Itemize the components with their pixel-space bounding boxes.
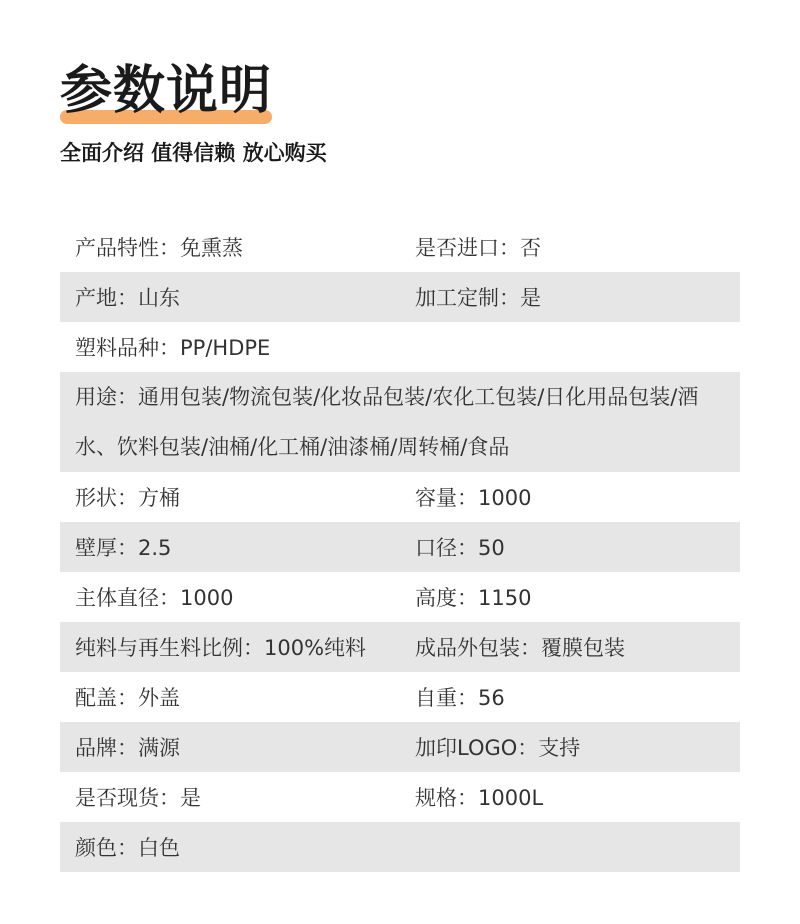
page-title: 参数说明 xyxy=(60,61,273,121)
spec-cell-color: 颜色：白色 xyxy=(75,836,180,860)
spec-cell-capacity: 容量：1000 xyxy=(415,486,532,510)
page-subtitle: 全面介绍 值得信赖 放心购买 xyxy=(60,141,327,165)
spec-cell-origin: 产地：山东 xyxy=(75,286,180,310)
spec-row-lid xyxy=(60,672,740,722)
spec-row-plastic xyxy=(60,322,740,372)
spec-row-wall xyxy=(60,522,740,572)
spec-row-features xyxy=(60,222,740,272)
spec-cell-caliber: 口径：50 xyxy=(415,536,505,560)
spec-cell-plastic-type: 塑料品种：PP/HDPE xyxy=(75,336,271,360)
header xyxy=(60,56,327,168)
spec-cell-body-diameter: 主体直径：1000 xyxy=(75,586,234,610)
spec-cell-shape: 形状：方桶 xyxy=(75,486,180,510)
spec-cell-logo-printing: 加印LOGO：支持 xyxy=(415,736,581,760)
spec-row-color xyxy=(60,822,740,872)
spec-cell-weight: 自重：56 xyxy=(415,686,505,710)
spec-cell-material-ratio: 纯料与再生料比例：100%纯料 xyxy=(75,636,367,660)
spec-cell-usage: 用途：通用包装/物流包装/化妆品包装/农化工包装/日化用品包装/酒水、饮料包装/油桶/化工桶/油漆桶/周转桶/食品 xyxy=(75,385,699,459)
spec-row-diameter xyxy=(60,572,740,622)
spec-row-brand xyxy=(60,722,740,772)
spec-cell-height: 高度：1150 xyxy=(415,586,532,610)
spec-cell-lid: 配盖：外盖 xyxy=(75,686,180,710)
spec-cell-outer-packaging: 成品外包装：覆膜包装 xyxy=(415,636,625,660)
spec-row-origin xyxy=(60,272,740,322)
spec-row-shape xyxy=(60,472,740,522)
spec-row-material-ratio xyxy=(60,622,740,672)
spec-cell-product-feature: 产品特性：免熏蒸 xyxy=(75,236,243,260)
spec-cell-customization: 加工定制：是 xyxy=(415,286,541,310)
spec-cell-in-stock: 是否现货：是 xyxy=(75,786,201,810)
spec-cell-wall-thickness: 壁厚：2.5 xyxy=(75,536,172,560)
spec-table xyxy=(60,222,740,872)
spec-cell-brand: 品牌：满源 xyxy=(75,736,180,760)
spec-cell-imported: 是否进口：否 xyxy=(415,236,541,260)
title-block xyxy=(60,56,272,126)
spec-cell-specification: 规格：1000L xyxy=(415,786,544,810)
spec-row-usage xyxy=(60,372,740,472)
spec-row-stock xyxy=(60,772,740,822)
